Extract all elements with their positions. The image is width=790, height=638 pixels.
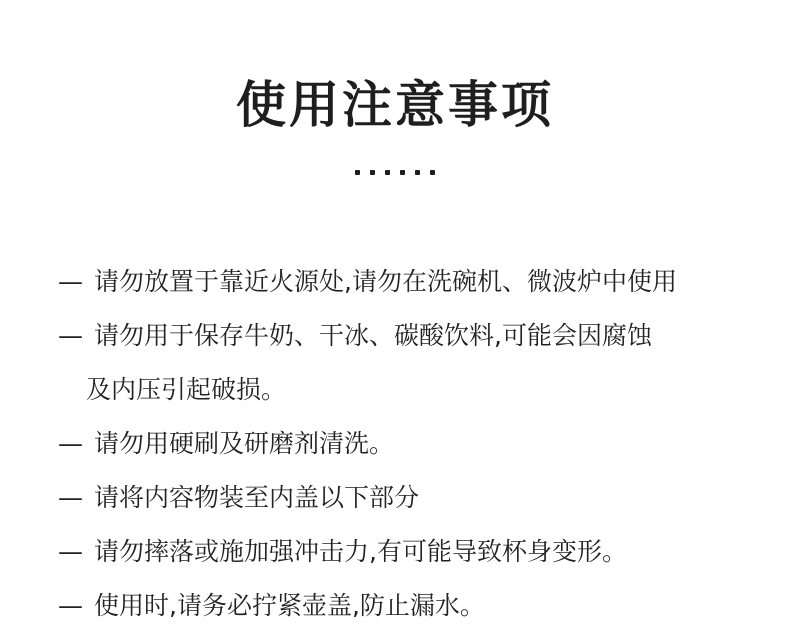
separator-dot	[415, 170, 420, 175]
separator-dot	[385, 170, 390, 175]
separator-dot	[370, 170, 375, 175]
notice-item	[58, 471, 778, 525]
notice-item	[58, 579, 778, 633]
notice-text: 及内压引起破损。	[86, 375, 287, 404]
dash-marker: —	[58, 267, 83, 296]
notice-text: 请将内容物装至内盖以下部分	[94, 483, 420, 512]
notice-text: 使用时,请务必拧紧壶盖,防止漏水。	[94, 591, 485, 620]
notice-text: 请勿放置于靠近火源处,请勿在洗碗机、微波炉中使用	[94, 267, 677, 296]
separator-dot	[355, 170, 360, 175]
dash-marker: —	[58, 591, 83, 620]
notice-item	[58, 255, 778, 309]
notice-text: 请勿摔落或施加强冲击力,有可能导致杯身变形。	[94, 537, 627, 566]
notice-text: 请勿用于保存牛奶、干冰、碳酸饮料,可能会因腐蚀	[94, 321, 652, 350]
notice-item-continuation	[58, 363, 778, 417]
notice-text: 请勿用硬刷及研磨剂清洗。	[94, 429, 395, 458]
page-title: 使用注意事项	[236, 76, 554, 134]
dash-marker: —	[58, 321, 83, 350]
notice-item	[58, 525, 778, 579]
notice-item	[58, 309, 778, 363]
dot-separator	[0, 170, 790, 175]
separator-dot	[400, 170, 405, 175]
notice-item	[58, 417, 778, 471]
dash-marker: —	[58, 429, 83, 458]
separator-dot	[430, 170, 435, 175]
dash-marker: —	[58, 483, 83, 512]
notice-list	[58, 255, 778, 633]
dash-marker: —	[58, 537, 83, 566]
